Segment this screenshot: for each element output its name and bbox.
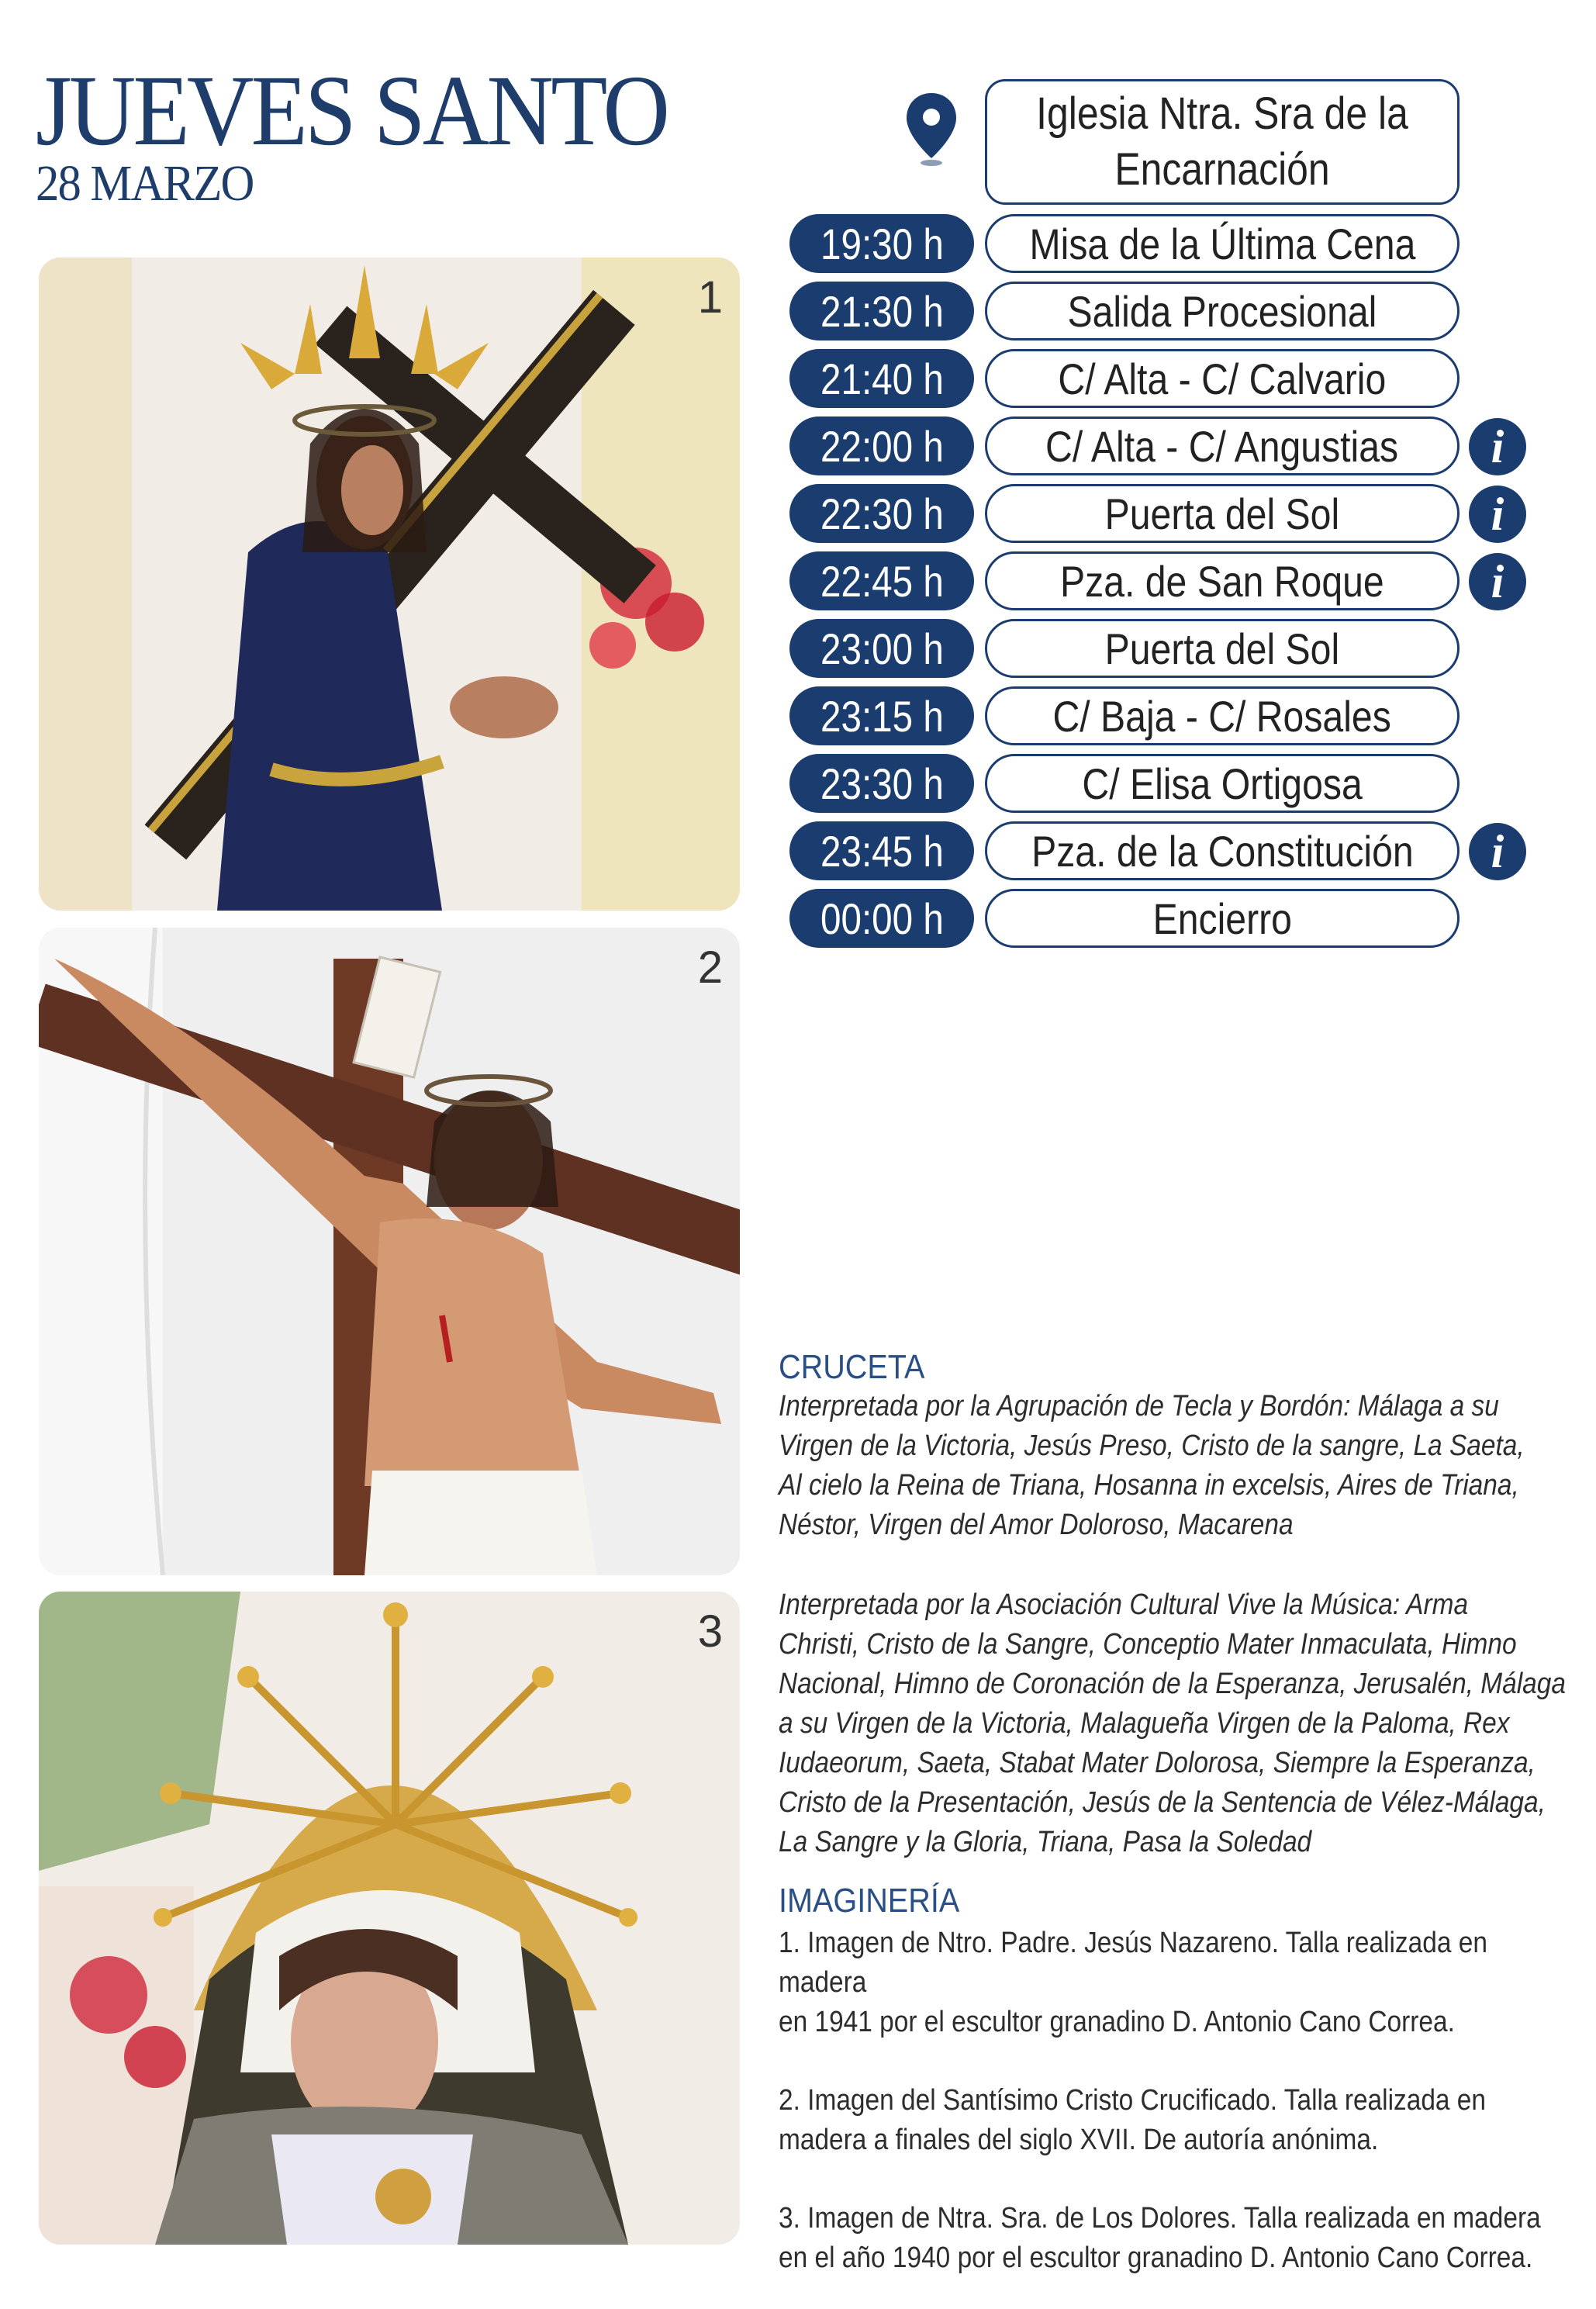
time-text: 21:30 h — [820, 286, 944, 336]
time-text: 22:00 h — [820, 421, 944, 471]
place-box — [985, 282, 1460, 340]
text-line: Néstor, Virgen del Amor Doloroso, Macarena — [779, 1509, 1294, 1541]
schedule-row — [789, 821, 1542, 880]
place-box — [985, 417, 1460, 475]
schedule-row — [789, 754, 1542, 813]
place-box — [985, 349, 1460, 408]
place-text: C/ Alta - C/ Angustias — [1045, 421, 1399, 471]
church-name-box — [985, 79, 1460, 205]
photo-number: 1 — [697, 272, 723, 323]
info-icon[interactable]: i — [1469, 823, 1526, 880]
photo1-illustration — [39, 258, 740, 911]
map-pin-icon — [904, 92, 959, 166]
place-box — [985, 214, 1460, 273]
cruceta-heading: CRUCETA — [779, 1348, 925, 1386]
time-badge — [789, 619, 974, 678]
schedule-row — [789, 417, 1542, 475]
place-box — [985, 821, 1460, 880]
place-box — [985, 619, 1460, 678]
time-text: 19:30 h — [820, 219, 944, 268]
time-badge — [789, 214, 974, 273]
time-text: 23:00 h — [820, 624, 944, 673]
imagineria-item-3 — [779, 2199, 1577, 2278]
place-box — [985, 551, 1460, 610]
place-box — [985, 889, 1460, 948]
photo-jesus-nazareno — [39, 258, 740, 911]
time-badge — [789, 821, 974, 880]
photo3-illustration — [39, 1592, 740, 2245]
place-box — [985, 686, 1460, 745]
text-line: Virgen de la Victoria, Jesús Preso, Cristo de la sangre, La Saeta, — [779, 1429, 1525, 1462]
schedule-row — [789, 889, 1542, 948]
photo-virgen-dolores — [39, 1592, 740, 2245]
imagineria-heading: IMAGINERÍA — [779, 1882, 960, 1920]
place-text: Encierro — [1152, 894, 1292, 943]
time-text: 22:45 h — [820, 556, 944, 606]
text-line: 1. Imagen de Ntro. Padre. Jesús Nazareno. Talla realizada en madera — [779, 1927, 1487, 1999]
text-line: Iudaeorum, Saeta, Stabat Mater Dolorosa, Siempre la Esperanza, — [779, 1747, 1536, 1779]
date-text: 28 MARZO — [36, 155, 254, 212]
text-line: en 1941 por el escultor granadino D. Antonio Cano Correa. — [779, 2006, 1455, 2038]
time-badge — [789, 417, 974, 475]
place-box — [985, 484, 1460, 543]
text-line: 2. Imagen del Santísimo Cristo Crucificado. Talla realizada en — [779, 2084, 1487, 2117]
text-line: La Sangre y la Gloria, Triana, Pasa la Soledad — [779, 1826, 1312, 1858]
page-title — [36, 55, 722, 212]
cruceta-paragraph-2 — [779, 1585, 1577, 1862]
place-text: Misa de la Última Cena — [1029, 219, 1415, 268]
place-text: C/ Elisa Ortigosa — [1082, 759, 1363, 808]
imagineria-item-1 — [779, 1924, 1577, 2042]
info-icon[interactable]: i — [1469, 553, 1526, 610]
title-text: JUEVES SANTO — [36, 55, 668, 167]
text-line: Al cielo la Reina de Triana, Hosanna in excelsis, Aires de Triana, — [779, 1469, 1519, 1502]
text-line: Cristo de la Presentación, Jesús de la Sentencia de Vélez-Málaga, — [779, 1786, 1546, 1819]
schedule-row — [789, 686, 1542, 745]
time-badge — [789, 754, 974, 813]
place-text: Puerta del Sol — [1104, 624, 1340, 673]
time-badge — [789, 686, 974, 745]
text-line: a su Virgen de la Victoria, Malagueña Virgen de la Paloma, Rex — [779, 1707, 1510, 1740]
photo-number: 2 — [697, 942, 723, 993]
time-text: 21:40 h — [820, 354, 944, 403]
info-icon[interactable]: i — [1469, 486, 1526, 543]
place-text: Pza. de la Constitución — [1031, 826, 1414, 876]
place-text: C/ Alta - C/ Calvario — [1058, 354, 1387, 403]
time-text: 23:15 h — [820, 691, 944, 741]
time-badge — [789, 551, 974, 610]
time-badge — [789, 484, 974, 543]
text-line: 3. Imagen de Ntra. Sra. de Los Dolores. Talla realizada en madera — [779, 2202, 1541, 2235]
text-line: Nacional, Himno de Coronación de la Esperanza, Jerusalén, Málaga — [779, 1668, 1566, 1700]
schedule-row — [789, 349, 1542, 408]
time-text: 00:00 h — [820, 894, 944, 943]
church-name: Iglesia Ntra. Sra de la Encarnación — [1036, 88, 1408, 195]
schedule-row — [789, 282, 1542, 340]
text-line: Christi, Cristo de la Sangre, Conceptio Mater Inmaculata, Himno — [779, 1628, 1517, 1661]
schedule-row — [789, 619, 1542, 678]
cruceta-paragraph-1 — [779, 1387, 1577, 1545]
text-line: Interpretada por la Agrupación de Tecla y Bordón: Málaga a su — [779, 1390, 1499, 1422]
imagineria-item-2 — [779, 2081, 1577, 2160]
info-icon[interactable]: i — [1469, 418, 1526, 475]
text-line: Interpretada por la Asociación Cultural Vive la Música: Arma — [779, 1588, 1469, 1621]
place-text: Salida Procesional — [1067, 286, 1377, 336]
schedule-row — [789, 551, 1542, 610]
schedule-row — [789, 214, 1542, 273]
imagineria-section — [779, 1882, 1577, 2278]
photo-number: 3 — [697, 1606, 723, 1657]
photo-cristo-crucificado — [39, 928, 740, 1575]
schedule-row — [789, 484, 1542, 543]
text-line: madera a finales del siglo XVII. De autoría anónima. — [779, 2124, 1379, 2156]
photo2-illustration — [39, 928, 740, 1575]
place-box — [985, 754, 1460, 813]
cruceta-section — [779, 1348, 1577, 1862]
text-line: en el año 1940 por el escultor granadino D. Antonio Cano Correa. — [779, 2242, 1533, 2274]
place-text: Pza. de San Roque — [1060, 556, 1384, 606]
time-badge — [789, 889, 974, 948]
time-text: 22:30 h — [820, 489, 944, 538]
time-badge — [789, 282, 974, 340]
place-text: Puerta del Sol — [1104, 489, 1340, 538]
time-text: 23:45 h — [820, 826, 944, 876]
time-text: 23:30 h — [820, 759, 944, 808]
time-badge — [789, 349, 974, 408]
place-text: C/ Baja - C/ Rosales — [1052, 691, 1392, 741]
